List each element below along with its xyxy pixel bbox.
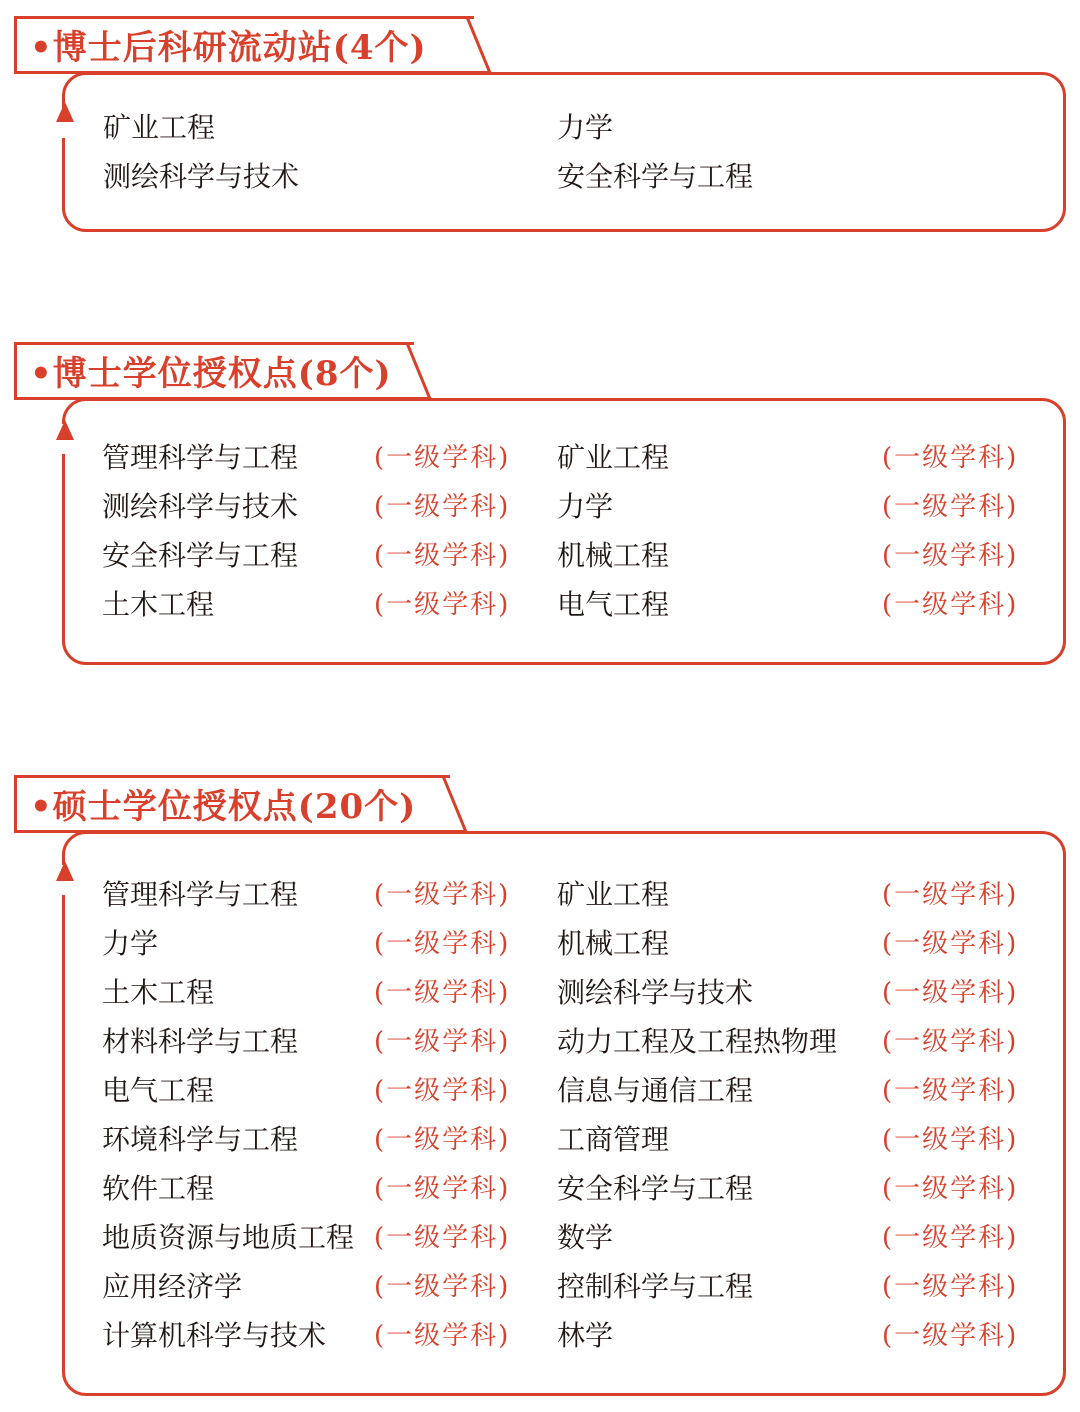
subject-level-tag: (一级学科) — [882, 1076, 1019, 1106]
subject-level-tag: (一级学科) — [882, 1174, 1019, 1204]
subject-name: 机械工程 — [557, 539, 670, 572]
subject-level-tag: (一级学科) — [374, 978, 511, 1008]
subject-name: 土木工程 — [102, 588, 215, 621]
subject-name: 数学 — [557, 1221, 614, 1254]
subject-level-tag: (一级学科) — [374, 492, 511, 522]
list-row — [0, 487, 1080, 536]
subject-name: 信息与通信工程 — [557, 1074, 754, 1107]
subject-level-tag: (一级学科) — [374, 1321, 511, 1351]
subject-level-tag: (一级学科) — [374, 590, 511, 620]
list-row — [0, 1218, 1080, 1267]
subject-name: 工商管理 — [557, 1123, 670, 1156]
subject-level-tag: (一级学科) — [882, 590, 1019, 620]
subject-level-tag: (一级学科) — [882, 492, 1019, 522]
subject-name: 机械工程 — [557, 927, 670, 960]
list-row — [0, 973, 1080, 1022]
subject-name: 力学 — [557, 490, 614, 523]
subject-name: 林学 — [557, 1319, 614, 1352]
subject-level-tag: (一级学科) — [882, 1223, 1019, 1253]
subject-level-tag: (一级学科) — [374, 1272, 511, 1302]
list-row — [0, 157, 1080, 206]
list-row — [0, 1022, 1080, 1071]
subject-name: 安全科学与工程 — [557, 160, 754, 193]
subject-name: 矿业工程 — [557, 878, 670, 911]
subject-name: 矿业工程 — [557, 441, 670, 474]
subject-name: 应用经济学 — [102, 1270, 243, 1303]
tab-slant — [406, 342, 466, 400]
section-title: •博士学位授权点(8个) — [30, 354, 392, 394]
subject-level-tag: (一级学科) — [882, 1272, 1019, 1302]
subject-level-tag: (一级学科) — [882, 978, 1019, 1008]
subject-name: 安全科学与工程 — [102, 539, 299, 572]
subject-level-tag: (一级学科) — [374, 1076, 511, 1106]
list-row — [0, 1071, 1080, 1120]
subject-name: 地质资源与地质工程 — [102, 1221, 355, 1254]
list-row — [0, 536, 1080, 585]
subject-name: 矿业工程 — [103, 111, 216, 144]
list-row — [0, 1169, 1080, 1218]
subject-name: 安全科学与工程 — [557, 1172, 754, 1205]
subject-name: 管理科学与工程 — [102, 878, 299, 911]
tab-slant — [466, 16, 526, 74]
list-row — [0, 438, 1080, 487]
list-row — [0, 875, 1080, 924]
subject-level-tag: (一级学科) — [882, 443, 1019, 473]
subject-level-tag: (一级学科) — [374, 1027, 511, 1057]
subject-name: 土木工程 — [102, 976, 215, 1009]
subject-name: 电气工程 — [557, 588, 670, 621]
subject-name: 环境科学与工程 — [102, 1123, 299, 1156]
subject-name: 控制科学与工程 — [557, 1270, 754, 1303]
subject-level-tag: (一级学科) — [374, 541, 511, 571]
arrow-up-icon — [56, 420, 74, 440]
subject-level-tag: (一级学科) — [374, 443, 511, 473]
subject-level-tag: (一级学科) — [374, 1223, 511, 1253]
list-row — [0, 108, 1080, 157]
list-row — [0, 585, 1080, 634]
subject-name: 动力工程及工程热物理 — [557, 1025, 838, 1058]
subject-name: 测绘科学与技术 — [103, 160, 300, 193]
subject-level-tag: (一级学科) — [374, 1125, 511, 1155]
subject-level-tag: (一级学科) — [882, 1027, 1019, 1057]
list-row — [0, 1120, 1080, 1169]
subject-name: 材料科学与工程 — [102, 1025, 299, 1058]
list-row — [0, 1267, 1080, 1316]
doctoral-section — [0, 342, 1080, 667]
subject-name: 管理科学与工程 — [102, 441, 299, 474]
subject-level-tag: (一级学科) — [374, 1174, 511, 1204]
list-row — [0, 1316, 1080, 1365]
masters-section — [0, 775, 1080, 1400]
subject-level-tag: (一级学科) — [882, 880, 1019, 910]
subject-level-tag: (一级学科) — [374, 929, 511, 959]
subject-level-tag: (一级学科) — [882, 541, 1019, 571]
postdoc-section — [0, 16, 1080, 236]
subject-name: 力学 — [557, 111, 614, 144]
subject-name: 软件工程 — [102, 1172, 215, 1205]
section-title: •硕士学位授权点(20个) — [30, 787, 417, 827]
section-title: •博士后科研流动站(4个) — [30, 28, 427, 68]
subject-name: 测绘科学与技术 — [557, 976, 754, 1009]
subject-name: 电气工程 — [102, 1074, 215, 1107]
subject-name: 测绘科学与技术 — [102, 490, 299, 523]
subject-level-tag: (一级学科) — [374, 880, 511, 910]
subject-name: 计算机科学与技术 — [102, 1319, 327, 1352]
tab-slant — [442, 775, 502, 833]
subject-level-tag: (一级学科) — [882, 1125, 1019, 1155]
subject-level-tag: (一级学科) — [882, 929, 1019, 959]
list-row — [0, 924, 1080, 973]
subject-name: 力学 — [102, 927, 159, 960]
subject-level-tag: (一级学科) — [882, 1321, 1019, 1351]
